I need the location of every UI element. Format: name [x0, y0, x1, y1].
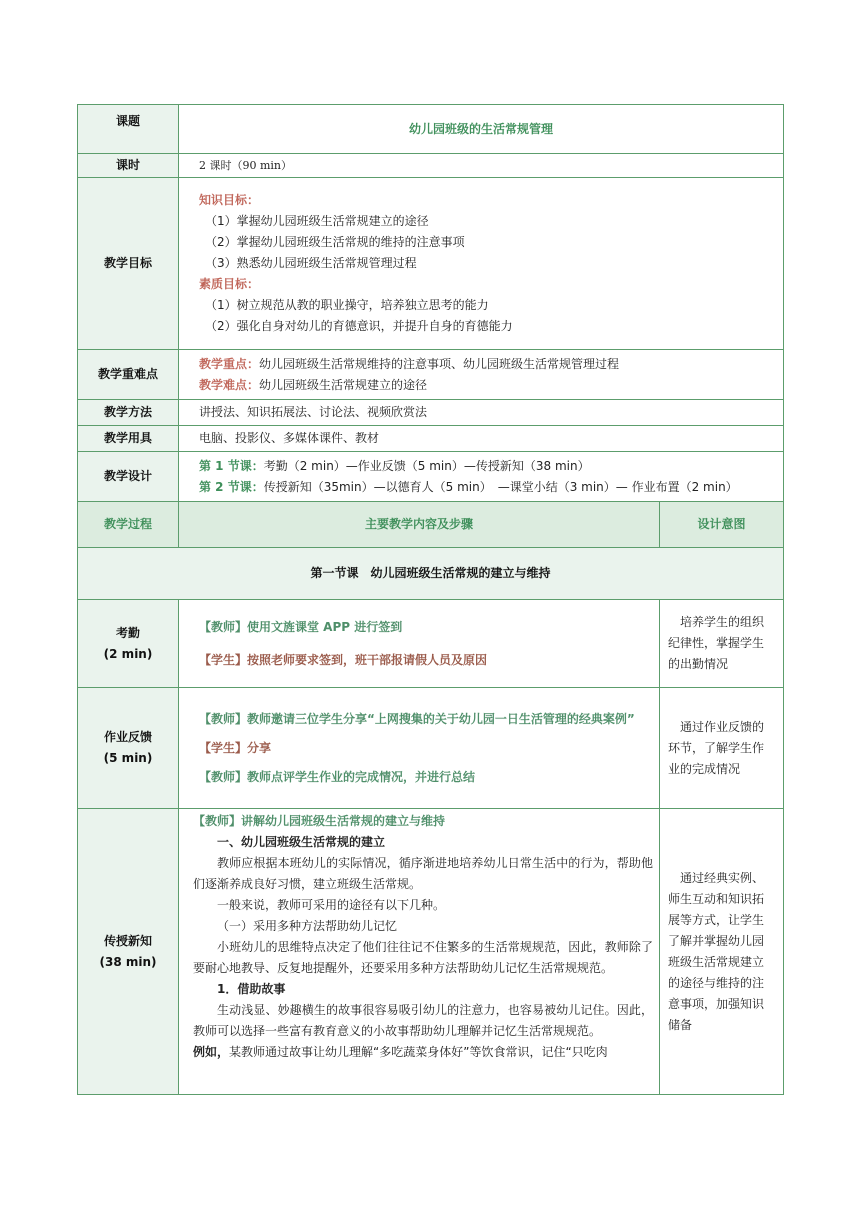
newknowledge-intent: 通过经典实例、师生互动和知识拓展等方式，让学生了解并掌握幼儿园班级生活常规建立的途径与维持的注意事项，加强知识储备	[660, 809, 784, 1095]
lesson2-heading: 第 2 节课：	[199, 479, 264, 494]
homework-content	[179, 688, 660, 809]
attendance-teacher: 【教师】使用文旌课堂 APP 进行签到	[199, 619, 403, 634]
example-label: 例如，	[193, 1045, 230, 1059]
row-attendance	[78, 600, 784, 688]
attendance-label: 考勤	[115, 625, 140, 640]
row-newknowledge	[78, 809, 784, 1095]
section-title: 第一节课 幼儿园班级生活常规的建立与维持	[78, 548, 784, 600]
label-topic: 课题	[78, 105, 179, 154]
homework-label: 作业反馈	[103, 730, 152, 744]
newknowledge-label: 传授新知	[103, 933, 152, 948]
keypoints-content	[179, 350, 784, 400]
knowledge-heading: 知识目标：	[199, 193, 260, 207]
newknowledge-paragraph: 生动浅显、妙趣横生的故事很容易吸引幼儿的注意力，也容易被幼儿记住。因此，教师可以选择一些富有教育意义的小故事帮助幼儿理解并记忆生活常规规范。	[193, 1003, 653, 1038]
homework-time: (5 min)	[103, 751, 153, 765]
lesson2-text: 传授新知（35min）—以德育人（5 min） —课堂小结（3 min）— 作业布置（2 min）	[263, 479, 738, 494]
knowledge-item: （1）掌握幼儿园班级生活常规建立的途径	[205, 214, 429, 228]
focus-text: 幼儿园班级生活常规维持的注意事项、幼儿园班级生活常规管理过程	[259, 356, 620, 371]
newknowledge-content	[179, 809, 660, 1095]
lesson1-heading: 第 1 节课：	[199, 458, 264, 473]
newknowledge-heading-1: 一、幼儿园班级生活常规的建立	[217, 835, 386, 849]
label-newknowledge	[78, 809, 179, 1095]
newknowledge-teacher: 【教师】讲解幼儿园班级生活常规的建立与维持	[193, 814, 446, 828]
attendance-time: (2 min)	[103, 646, 153, 661]
section-row	[78, 548, 784, 600]
homework-intent: 通过作业反馈的环节，了解学生作业的完成情况	[660, 688, 784, 809]
attendance-intent: 培养学生的组织纪律性，掌握学生的出勤情况	[660, 600, 784, 688]
difficulty-heading: 教学难点：	[199, 377, 260, 392]
row-topic	[78, 105, 784, 154]
header-content: 主要教学内容及步骤	[179, 502, 660, 548]
row-goals	[78, 178, 784, 350]
label-design: 教学设计	[78, 452, 179, 502]
newknowledge-paragraph: 小班幼儿的思维特点决定了他们往往记不住繁多的生活常规规范，因此，教师除了要耐心地教导、反复地提醒外，还要采用多种方法帮助幼儿记忆生活常规规范。	[193, 940, 653, 975]
lesson1-text: 考勤（2 min）—作业反馈（5 min）—传授新知（38 min）	[263, 458, 590, 473]
row-methods	[78, 400, 784, 426]
newknowledge-example	[193, 1042, 653, 1063]
header-intent: 设计意图	[660, 502, 784, 548]
newknowledge-paragraph: 一般来说，教师可采用的途径有以下几种。	[217, 898, 446, 912]
quality-heading: 素质目标：	[199, 277, 260, 291]
newknowledge-heading-3: 1．借助故事	[217, 982, 286, 996]
row-design	[78, 452, 784, 502]
quality-item: （1）树立规范从教的职业操守，培养独立思考的能力	[205, 298, 489, 312]
goals-content	[179, 178, 784, 350]
design-content	[179, 452, 784, 502]
label-hours: 课时	[78, 154, 179, 178]
row-keypoints	[78, 350, 784, 400]
homework-student: 【学生】分享	[199, 740, 272, 755]
hours-value: 2 课时（90 min）	[179, 154, 784, 178]
label-goals: 教学目标	[78, 178, 179, 350]
newknowledge-heading-2: （一）采用多种方法帮助幼儿记忆	[217, 919, 398, 933]
knowledge-item: （2）掌握幼儿园班级生活常规的维持的注意事项	[205, 235, 465, 249]
label-keypoints: 教学重难点	[78, 350, 179, 400]
lesson-plan-table	[77, 104, 784, 1095]
methods-value: 讲授法、知识拓展法、讨论法、视频欣赏法	[179, 400, 784, 426]
focus-heading: 教学重点：	[199, 356, 260, 371]
homework-teacher-2: 【教师】教师点评学生作业的完成情况，并进行总结	[199, 769, 476, 784]
newknowledge-paragraph: 教师应根据本班幼儿的实际情况，循序渐进地培养幼儿日常生活中的行为，帮助他们逐渐养成良好习惯，建立班级生活常规。	[193, 856, 653, 891]
label-methods: 教学方法	[78, 400, 179, 426]
label-tools: 教学用具	[78, 426, 179, 452]
row-tools	[78, 426, 784, 452]
knowledge-item: （3）熟悉幼儿园班级生活常规管理过程	[205, 256, 417, 270]
header-process: 教学过程	[78, 502, 179, 548]
attendance-student: 【学生】按照老师要求签到，班干部报请假人员及原因	[199, 652, 488, 667]
newknowledge-time: (38 min)	[99, 954, 157, 969]
example-text: 某教师通过故事让幼儿理解“多吃蔬菜身体好”等饮食常识，记住“只吃肉	[229, 1045, 608, 1059]
attendance-content	[179, 600, 660, 688]
tools-value: 电脑、投影仪、多媒体课件、教材	[179, 426, 784, 452]
label-homework	[78, 688, 179, 809]
homework-teacher-1: 【教师】教师邀请三位学生分享“上网搜集的关于幼儿园一日生活管理的经典案例”	[199, 711, 635, 726]
lesson-title: 幼儿园班级的生活常规管理	[179, 105, 784, 154]
row-homework	[78, 688, 784, 809]
quality-item: （2）强化自身对幼儿的育德意识，并提升自身的育德能力	[205, 319, 513, 333]
label-attendance	[78, 600, 179, 688]
row-hours	[78, 154, 784, 178]
process-header-row	[78, 502, 784, 548]
difficulty-text: 幼儿园班级生活常规建立的途径	[259, 377, 428, 392]
